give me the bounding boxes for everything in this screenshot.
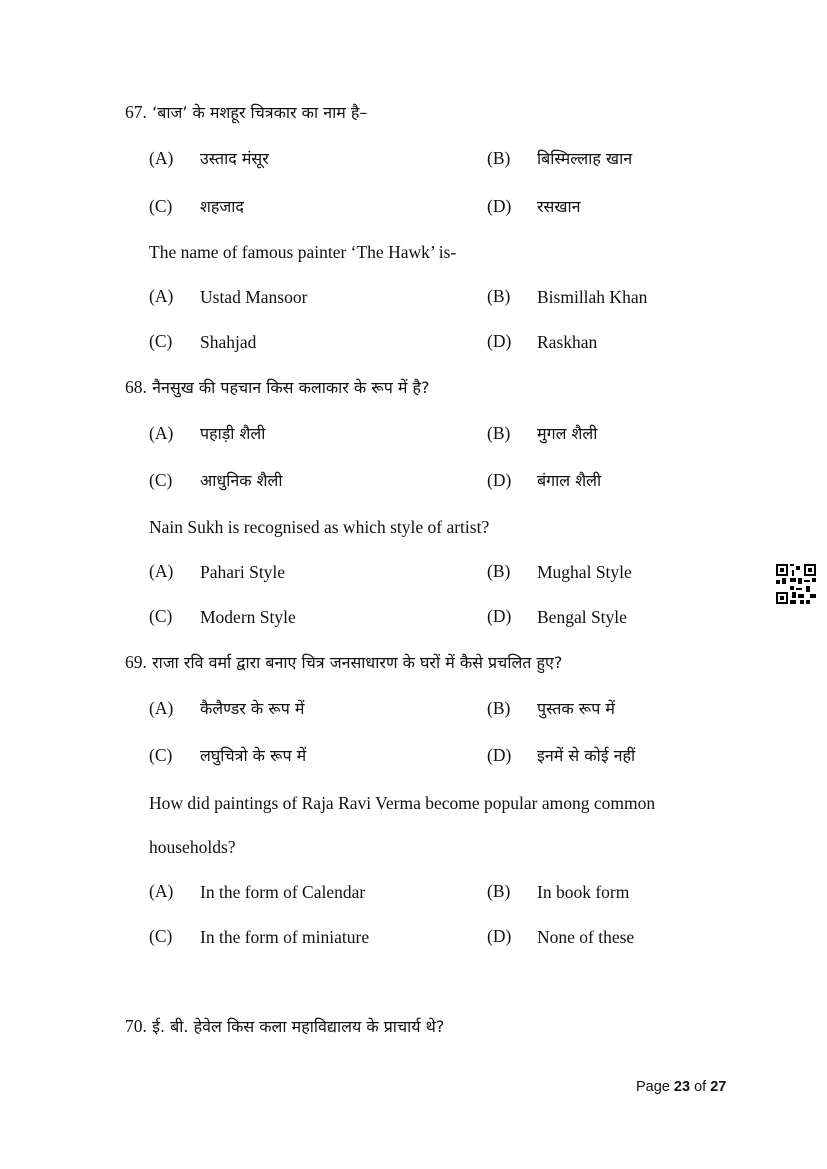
option-label-b: (B) [487, 423, 511, 443]
option-label-c: (C) [149, 331, 173, 351]
option-label-c: (C) [149, 606, 173, 626]
option-b-hindi: पुस्तक रूप में [537, 699, 615, 718]
question-text-english: Nain Sukh is recognised as which style of artist? [149, 517, 490, 537]
option-label-d: (D) [487, 470, 512, 490]
option-label-d: (D) [487, 926, 512, 946]
footer-prefix: Page [636, 1079, 674, 1095]
question-70 [125, 1015, 444, 1038]
option-label-b: (B) [487, 561, 511, 581]
question-68 [125, 376, 430, 399]
option-d-hindi: बंगाल शैली [537, 471, 602, 490]
option-a-hindi: पहाड़ी शैली [200, 424, 266, 443]
option-label-d: (D) [487, 745, 512, 765]
option-label-b: (B) [487, 286, 511, 306]
option-d-english: None of these [537, 927, 635, 947]
option-label-b: (B) [487, 148, 511, 168]
question-number: 68. [125, 377, 147, 397]
option-label-a: (A) [149, 698, 174, 718]
page-footer [636, 1079, 726, 1095]
option-a-english: Ustad Mansoor [200, 287, 308, 307]
option-d-english: Raskhan [537, 332, 598, 352]
option-b-english: Mughal Style [537, 562, 632, 582]
option-label-b: (B) [487, 698, 511, 718]
footer-of: of [690, 1079, 711, 1095]
option-c-english: In the form of miniature [200, 927, 370, 947]
question-text-hindi: ई. बी. हेवेल किस कला महाविद्यालय के प्राचार्य थे? [152, 1017, 445, 1036]
question-text-hindi: नैनसुख की पहचान किस कलाकार के रूप में है? [152, 378, 430, 397]
option-label-c: (C) [149, 196, 173, 216]
option-c-english: Modern Style [200, 607, 296, 627]
option-d-hindi: इनमें से कोई नहीं [537, 746, 636, 765]
option-label-b: (B) [487, 881, 511, 901]
option-label-d: (D) [487, 606, 512, 626]
qr-code-icon [776, 564, 816, 604]
question-number: 70. [125, 1016, 147, 1036]
option-label-c: (C) [149, 470, 173, 490]
option-label-a: (A) [149, 148, 174, 168]
option-c-hindi: शहजाद [200, 197, 244, 216]
question-text-english-line1: How did paintings of Raja Ravi Verma become popular among common [149, 793, 656, 813]
option-label-a: (A) [149, 423, 174, 443]
option-a-english: Pahari Style [200, 562, 286, 582]
option-b-english: In book form [537, 882, 630, 902]
option-b-hindi: मुगल शैली [537, 424, 598, 443]
option-label-a: (A) [149, 561, 174, 581]
option-b-english: Bismillah Khan [537, 287, 648, 307]
question-text-english: The name of famous painter ‘The Hawk’ is- [149, 242, 457, 262]
option-label-c: (C) [149, 745, 173, 765]
option-label-a: (A) [149, 881, 174, 901]
option-a-hindi: कैलैण्डर के रूप में [200, 699, 305, 718]
option-c-english: Shahjad [200, 332, 257, 352]
question-text-hindi: राजा रवि वर्मा द्वारा बनाए चित्र जनसाधारण के घरों में कैसे प्रचलित हुए? [152, 653, 563, 672]
question-text-english-line2: households? [149, 837, 236, 857]
current-page-number: 23 [673, 1079, 691, 1095]
option-label-a: (A) [149, 286, 174, 306]
question-number: 69. [125, 652, 147, 672]
option-a-hindi: उस्ताद मंसूर [200, 149, 269, 168]
option-a-english: In the form of Calendar [200, 882, 366, 902]
option-c-hindi: आधुनिक शैली [200, 471, 283, 490]
option-c-hindi: लघुचित्रो के रूप में [200, 746, 307, 765]
question-number: 67. [125, 102, 147, 122]
total-pages: 27 [710, 1079, 727, 1095]
question-67 [125, 101, 367, 124]
option-label-c: (C) [149, 926, 173, 946]
option-d-hindi: रसखान [537, 197, 581, 216]
question-69 [125, 651, 562, 674]
option-d-english: Bengal Style [537, 607, 627, 627]
option-b-hindi: बिस्मिल्लाह खान [537, 149, 633, 168]
question-text-hindi: ‘बाज’ के मशहूर चित्रकार का नाम है– [152, 103, 368, 122]
option-label-d: (D) [487, 196, 512, 216]
option-label-d: (D) [487, 331, 512, 351]
